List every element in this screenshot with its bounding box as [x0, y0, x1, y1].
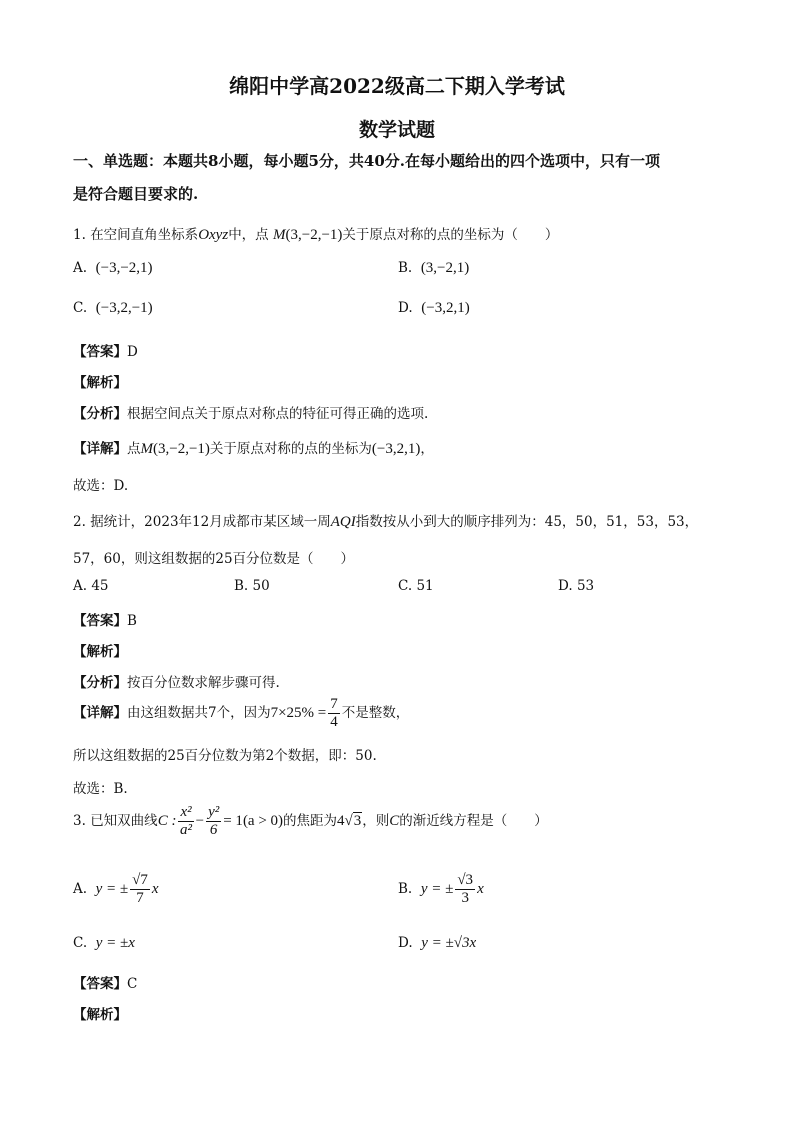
math-fraction	[328, 696, 340, 731]
option-key: B.	[398, 260, 413, 276]
fraction-denominator: 4	[330, 714, 338, 730]
math-curve-name: C :	[157, 813, 177, 829]
q2-result: 所以这组数据的25百分位数为第2个数据，即：50.	[73, 748, 377, 764]
option-value: 53	[576, 578, 595, 594]
stem-text: 据统计，2023年12月成都市某区域一周	[90, 514, 331, 530]
option-value: y = ±√3x	[421, 935, 477, 951]
q1-analysis-label: 【解析】	[73, 375, 127, 391]
math-coords: (3,−2,−1)	[153, 441, 210, 457]
q3-answer	[73, 972, 137, 992]
q2-option-b	[234, 578, 270, 594]
fraction-numerator: √3	[457, 872, 474, 888]
stem-text: 指数按从小到大的顺序排列为：45，50，51，53，53，	[355, 514, 699, 530]
q1-fenxi	[73, 402, 428, 422]
math-condition: (a > 0)	[242, 813, 284, 829]
question-3-stem	[73, 804, 548, 839]
option-value: (−3,−2,1)	[95, 260, 153, 276]
question-1-stem	[73, 223, 558, 244]
math-result: (−3,2,1)	[371, 441, 421, 457]
q2-analysis-label: 【解析】	[73, 644, 127, 660]
option-key: A.	[73, 260, 88, 276]
option-value: y = ±x	[95, 935, 135, 951]
question-2-stem-line2: 57，60，则这组数据的25百分位数是（ ）	[73, 551, 355, 567]
option-value: (3,−2,1)	[420, 260, 470, 276]
option-key: C.	[73, 300, 88, 316]
answer-label: 【答案】	[73, 976, 127, 992]
fraction-numerator: y²	[208, 804, 220, 820]
q2-fenxi	[73, 671, 280, 691]
answer-label: 【答案】	[73, 344, 127, 360]
math-fraction	[130, 872, 150, 907]
answer-label: 【答案】	[73, 613, 127, 629]
q2-option-a	[73, 578, 109, 594]
q3-option-b	[398, 872, 484, 907]
question-2-stem-line1	[73, 510, 698, 531]
math-expression: 7×25% =	[270, 705, 327, 721]
q3-option-a	[73, 872, 159, 907]
math-fraction-y	[206, 804, 221, 839]
math-point: M	[140, 441, 153, 457]
math-curve-name: C	[389, 813, 400, 829]
fenxi-label: 【分析】	[73, 406, 127, 422]
section-heading-line2: 是符合题目要求的.	[73, 185, 199, 203]
fraction-denominator: 3	[461, 890, 469, 906]
q2-choose: 故选：B.	[73, 781, 128, 797]
q3-option-c	[73, 935, 135, 952]
option-key: C.	[73, 935, 88, 951]
math-aqi: AQI	[330, 514, 356, 530]
fraction-numerator: √7	[132, 872, 148, 888]
detail-label: 【详解】	[73, 705, 127, 721]
detail-label: 【详解】	[73, 441, 127, 457]
math-variable: x	[151, 881, 159, 897]
math-fraction-x	[178, 804, 193, 839]
sqrt-sign: √	[344, 813, 353, 829]
q1-option-c	[73, 300, 153, 317]
page-subtitle: 数学试题	[358, 119, 435, 141]
fenxi-text: 按百分位数求解步骤可得.	[127, 675, 280, 691]
fenxi-text: 根据空间点关于原点对称点的特征可得正确的选项.	[127, 406, 429, 422]
detail-text: ，	[420, 441, 434, 457]
fenxi-label: 【分析】	[73, 675, 127, 691]
q2-option-d	[558, 578, 594, 594]
option-key: D.	[398, 300, 413, 316]
math-coordinate-system: Oxyz	[198, 227, 229, 243]
q2-option-c	[398, 578, 434, 594]
option-value: 51	[416, 578, 434, 594]
option-key: C.	[398, 578, 413, 594]
option-key: D.	[398, 935, 413, 951]
q1-choose: 故选：D.	[73, 478, 129, 494]
q1-option-b	[398, 260, 469, 277]
stem-text: 关于原点对称的点的坐标为（ ）	[342, 227, 559, 243]
detail-text: 点	[127, 441, 141, 457]
answer-value: C	[127, 976, 138, 992]
q1-option-d	[398, 300, 470, 317]
answer-value: B	[127, 613, 137, 629]
question-number: 1.	[73, 227, 86, 243]
stem-text: 在空间直角坐标系	[90, 227, 199, 243]
fraction-numerator: 7	[330, 696, 338, 712]
math-equals: = 1	[223, 813, 243, 829]
detail-text: 关于原点对称的点的坐标为	[209, 441, 372, 457]
stem-text: 已知双曲线	[90, 813, 158, 829]
q3-option-d	[398, 935, 476, 952]
page-title: 绵阳中学高2022级高二下期入学考试	[229, 74, 565, 98]
option-key: B.	[234, 578, 249, 594]
math-focal: 4	[337, 813, 345, 829]
question-number: 3.	[73, 813, 86, 829]
fraction-denominator: 6	[209, 822, 218, 838]
option-key: A.	[73, 578, 88, 594]
option-key: D.	[558, 578, 573, 594]
option-value: 50	[252, 578, 270, 594]
math-point: M	[272, 227, 286, 243]
q1-option-a	[73, 260, 153, 277]
stem-text: 中，点	[228, 227, 269, 243]
option-value: 45	[91, 578, 109, 594]
stem-text: 的渐近线方程是（ ）	[399, 813, 548, 829]
math-variable: x	[477, 881, 484, 897]
math-lhs: y = ±	[420, 881, 454, 897]
answer-value: D	[127, 344, 138, 360]
math-radicand: 3	[353, 813, 362, 829]
fraction-denominator: a²	[180, 822, 193, 838]
stem-text: ，则	[362, 813, 390, 829]
option-value: (−3,2,1)	[421, 300, 470, 316]
stem-text: 的焦距为	[283, 813, 338, 829]
math-operator: −	[195, 813, 205, 829]
section-heading-line1: 一、单选题：本题共8小题，每小题5分，共40分.在每小题给出的四个选项中，只有一项	[73, 152, 660, 170]
math-fraction	[455, 872, 475, 907]
fraction-denominator: 7	[136, 890, 144, 906]
q1-answer	[73, 340, 138, 360]
q2-answer	[73, 609, 137, 629]
math-coords: (3,−2,−1)	[285, 227, 343, 243]
math-lhs: y = ±	[95, 881, 129, 897]
detail-text: 不是整数，	[341, 705, 410, 721]
q3-analysis-label: 【解析】	[73, 1007, 127, 1023]
q2-detail	[73, 696, 409, 731]
option-key: A.	[73, 881, 88, 897]
option-key: B.	[398, 881, 413, 897]
detail-text: 由这组数据共7个，因为	[127, 705, 271, 721]
fraction-numerator: x²	[180, 804, 192, 820]
q1-detail	[73, 437, 434, 458]
option-value: (−3,2,−1)	[95, 300, 153, 316]
question-number: 2.	[73, 514, 86, 530]
